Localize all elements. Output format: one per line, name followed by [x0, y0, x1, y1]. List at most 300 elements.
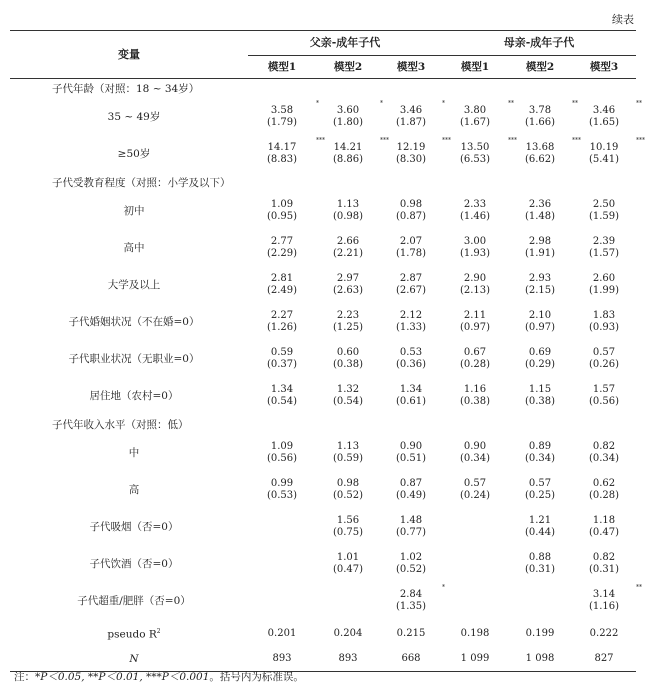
standard-error: (1.91) [524, 248, 556, 259]
standard-error: (0.54) [332, 396, 364, 407]
estimate-cell [572, 267, 636, 304]
estimate-value: 1.34 [270, 384, 294, 395]
header-model: 模型3 [380, 56, 442, 79]
estimate-value: 1.09 [270, 441, 294, 452]
row-label [10, 435, 248, 472]
table-row [10, 193, 636, 230]
standard-error: (0.24) [459, 490, 491, 501]
estimate-value: 0.62 [592, 478, 616, 489]
standard-error: (0.52) [395, 564, 427, 575]
estimate [508, 552, 572, 564]
estimate-value: 0.90 [399, 441, 423, 452]
estimate [508, 310, 572, 322]
row-label-text: 中 [128, 447, 140, 459]
estimate-cell [442, 267, 508, 304]
standard-error: (0.47) [588, 527, 620, 538]
header-group-father: 父亲-成年子代 [248, 31, 442, 56]
estimate [316, 441, 380, 453]
estimate-cell [380, 546, 442, 583]
estimate [572, 384, 636, 396]
estimate [380, 199, 442, 211]
standard-error: (1.48) [524, 211, 556, 222]
standard-error: (0.25) [524, 490, 556, 501]
estimate [572, 515, 636, 527]
row-label [10, 378, 248, 415]
estimate-cell [316, 230, 380, 267]
estimate-cell [442, 341, 508, 378]
estimate-value: 2.27 [270, 310, 294, 321]
standard-error: (0.44) [524, 527, 556, 538]
estimate-cell [248, 267, 316, 304]
estimate-value: 14.17 [267, 142, 297, 153]
estimate [442, 137, 517, 154]
estimate [380, 552, 442, 564]
section-row [10, 79, 636, 99]
row-label [10, 472, 248, 509]
standard-error: (8.86) [332, 154, 364, 165]
estimate [442, 199, 508, 211]
estimate-value: 1.83 [592, 310, 616, 321]
estimate-value: 0.82 [592, 441, 616, 452]
estimate-value: 1.13 [336, 441, 360, 452]
standard-error: (1.79) [266, 117, 298, 128]
estimate [572, 100, 642, 117]
estimate-cell [442, 230, 508, 267]
row-label-sup: 2 [156, 628, 161, 636]
estimate-value: 0.67 [463, 347, 487, 358]
estimate-value: 3.58 [270, 105, 294, 116]
estimate-cell [572, 99, 642, 136]
estimate-cell [442, 193, 508, 230]
estimate [572, 552, 636, 564]
estimate [508, 384, 572, 396]
estimate-value: 0.99 [270, 478, 294, 489]
estimate-cell [380, 509, 442, 546]
row-label [10, 341, 248, 378]
significance-stars: *** [508, 137, 517, 144]
standard-error: (1.80) [332, 117, 364, 128]
standard-error: (2.49) [266, 285, 298, 296]
estimate-value: 2.93 [528, 273, 552, 284]
table-row [10, 378, 636, 415]
standard-error: (0.29) [524, 359, 556, 370]
estimate [380, 273, 442, 285]
estimate [248, 199, 316, 211]
estimate [508, 199, 572, 211]
estimate [508, 236, 572, 248]
standard-error: (8.30) [395, 154, 427, 165]
estimate [380, 441, 442, 453]
standard-error: (5.41) [588, 154, 620, 165]
estimate-cell [442, 509, 508, 546]
row-label [10, 193, 248, 230]
estimate [316, 552, 380, 564]
standard-error: (2.15) [524, 285, 556, 296]
estimate-value: 1.48 [399, 515, 423, 526]
standard-error: (0.61) [395, 396, 427, 407]
estimate-cell [572, 304, 636, 341]
estimate-cell [508, 546, 572, 583]
table-row [10, 304, 636, 341]
standard-error: (8.83) [266, 154, 298, 165]
note-p3: ***P＜0.001 [146, 671, 210, 683]
standard-error: (0.93) [588, 322, 620, 333]
standard-error: (1.33) [395, 322, 427, 333]
row-label-text: 子代婚姻状况（不在婚=0） [68, 316, 200, 328]
estimate-cell [572, 509, 636, 546]
estimate-cell [380, 341, 442, 378]
estimate-value: 1.34 [399, 384, 423, 395]
estimate-value: 2.87 [399, 273, 423, 284]
estimate-value: 3.14 [592, 589, 616, 600]
standard-error: (0.38) [524, 396, 556, 407]
estimate-cell [248, 378, 316, 415]
row-label-text: 子代受教育程度（对照：小学及以下） [52, 176, 231, 189]
standard-error: (0.26) [588, 359, 620, 370]
estimate [442, 273, 508, 285]
estimate-cell [380, 136, 451, 173]
estimate-cell [442, 99, 514, 136]
estimate-cell [508, 435, 572, 472]
estimate-cell [316, 435, 380, 472]
standard-error: (0.59) [332, 453, 364, 464]
estimate-cell [316, 267, 380, 304]
standard-error: (0.95) [266, 211, 298, 222]
row-label [10, 620, 248, 648]
estimate-value: 0.89 [528, 441, 552, 452]
table-row [10, 583, 636, 620]
estimate-cell [316, 99, 383, 136]
estimate-cell [316, 509, 380, 546]
estimate [248, 441, 316, 453]
estimate-cell [508, 472, 572, 509]
estimate [316, 478, 380, 490]
estimate-value: 2.60 [592, 273, 616, 284]
estimate-cell [248, 583, 316, 620]
estimate [380, 384, 442, 396]
estimate [442, 478, 508, 490]
estimate-cell [248, 193, 316, 230]
estimate-cell [442, 378, 508, 415]
estimate-cell [380, 472, 442, 509]
estimate-value: 14.21 [333, 142, 363, 153]
estimate-cell [248, 99, 319, 136]
estimate-value: 0.59 [270, 347, 294, 358]
row-label-text: ≥50岁 [117, 148, 151, 160]
estimate [572, 236, 636, 248]
estimate-cell [248, 136, 325, 173]
standard-error: (0.31) [524, 564, 556, 575]
estimate-cell [316, 583, 380, 620]
significance-stars: * [442, 584, 445, 591]
row-label-text: 35 ~ 49岁 [107, 111, 161, 123]
header-model: 模型1 [442, 56, 508, 79]
estimate-cell [572, 193, 636, 230]
row-label [10, 583, 248, 620]
header-model: 模型1 [248, 56, 316, 79]
row-label-text: 子代超重/肥胖（否=0） [77, 595, 191, 607]
estimate [442, 384, 508, 396]
estimate-value: 1.18 [592, 515, 616, 526]
estimate-value: 1.01 [336, 552, 360, 563]
significance-stars: * [442, 100, 445, 107]
note-prefix: 注： [14, 671, 35, 683]
estimate [508, 515, 572, 527]
significance-stars: *** [572, 137, 581, 144]
estimate-cell [316, 136, 389, 173]
estimate-value: 3.80 [463, 105, 487, 116]
estimate [316, 236, 380, 248]
stat-cell: 1 098 [508, 648, 572, 672]
row-label-text: pseudo R [107, 628, 157, 641]
estimate-cell [508, 99, 578, 136]
estimate [316, 310, 380, 322]
row-label [10, 509, 248, 546]
estimate-value: 2.10 [528, 310, 552, 321]
standard-error: (1.93) [459, 248, 491, 259]
standard-error: (0.28) [588, 490, 620, 501]
estimate-value: 3.60 [336, 105, 360, 116]
estimate-cell [442, 472, 508, 509]
estimate-value: 0.60 [336, 347, 360, 358]
estimate [316, 515, 380, 527]
estimate-cell [572, 583, 642, 620]
standard-error: (0.34) [524, 453, 556, 464]
standard-error: (2.21) [332, 248, 364, 259]
row-label [10, 230, 248, 267]
table-row [10, 546, 636, 583]
estimate-value: 2.50 [592, 199, 616, 210]
standard-error: (0.77) [395, 527, 427, 538]
estimate-cell [248, 509, 316, 546]
estimate-cell [380, 230, 442, 267]
standard-error: (0.97) [459, 322, 491, 333]
estimate-value: 0.98 [399, 199, 423, 210]
estimate-cell [316, 304, 380, 341]
estimate-value: 3.46 [399, 105, 423, 116]
estimate-cell [572, 546, 636, 583]
estimate-cell [508, 230, 572, 267]
estimate-value: 2.07 [399, 236, 423, 247]
estimate [572, 478, 636, 490]
estimate [572, 199, 636, 211]
estimate-cell [316, 472, 380, 509]
estimate-value: 0.57 [463, 478, 487, 489]
estimate-cell [442, 304, 508, 341]
estimate [572, 273, 636, 285]
standard-error: (2.13) [459, 285, 491, 296]
significance-stars: *** [442, 137, 451, 144]
estimate [248, 478, 316, 490]
standard-error: (0.47) [332, 564, 364, 575]
significance-stars: ** [508, 100, 514, 107]
stat-cell: 0.199 [525, 627, 555, 639]
standard-error: (1.16) [588, 601, 620, 612]
estimate [508, 137, 581, 154]
standard-error: (0.56) [266, 453, 298, 464]
stat-cell: 827 [572, 648, 636, 672]
table-row [10, 99, 636, 136]
estimate-cell [248, 435, 316, 472]
estimate-cell [572, 341, 636, 378]
header-variable: 变量 [10, 31, 248, 79]
estimate-value: 1.16 [463, 384, 487, 395]
table-note [14, 669, 304, 684]
standard-error: (1.26) [266, 322, 298, 333]
row-label-text: 子代年收入水平（对照：低） [52, 418, 189, 431]
estimate-cell [248, 472, 316, 509]
estimate-cell [316, 341, 380, 378]
standard-error: (0.54) [266, 396, 298, 407]
estimate-cell [508, 193, 572, 230]
estimate-value: 2.81 [270, 273, 294, 284]
estimate [572, 441, 636, 453]
standard-error: (0.97) [524, 322, 556, 333]
estimate-value: 1.56 [336, 515, 360, 526]
estimate [572, 584, 642, 601]
estimate-value: 10.19 [589, 142, 619, 153]
estimate-cell [316, 378, 380, 415]
standard-error: (6.53) [459, 154, 491, 165]
standard-error: (0.34) [459, 453, 491, 464]
estimate-value: 2.98 [528, 236, 552, 247]
continued-label: 续表 [612, 13, 634, 26]
estimate [508, 100, 578, 117]
estimate-cell [380, 583, 445, 620]
estimate-value: 1.13 [336, 199, 360, 210]
standard-error: (1.78) [395, 248, 427, 259]
estimate-value: 2.90 [463, 273, 487, 284]
estimate-value: 1.09 [270, 199, 294, 210]
estimate [316, 273, 380, 285]
significance-stars: ** [572, 100, 578, 107]
standard-error: (2.67) [395, 285, 427, 296]
estimate [442, 100, 514, 117]
standard-error: (1.66) [524, 117, 556, 128]
estimate [316, 347, 380, 359]
header-group-mother: 母亲-成年子代 [442, 31, 636, 56]
row-label-text: N [129, 653, 139, 666]
estimate-cell [380, 99, 445, 136]
estimate-value: 12.19 [396, 142, 426, 153]
estimate-cell [442, 546, 508, 583]
estimate [508, 441, 572, 453]
stat-cell: 0.204 [333, 627, 363, 639]
row-label-text: 居住地（农村=0） [89, 390, 179, 402]
header-model: 模型3 [572, 56, 636, 79]
standard-error: (0.98) [332, 211, 364, 222]
estimate-value: 0.87 [399, 478, 423, 489]
estimate-value: 2.11 [463, 310, 487, 321]
standard-error: (0.38) [332, 359, 364, 370]
row-label-text: 大学及以上 [107, 279, 161, 291]
row-label-text: 子代职业状况（无职业=0） [68, 353, 200, 365]
standard-error: (0.51) [395, 453, 427, 464]
row-label [10, 415, 636, 435]
estimate [380, 236, 442, 248]
stat-cell: 893 [248, 648, 316, 672]
row-label-text: 子代吸烟（否=0） [89, 521, 179, 533]
stat-cell: 0.215 [396, 627, 426, 639]
header-group-row [10, 31, 636, 56]
estimate-value: 3.00 [463, 236, 487, 247]
estimate-cell [248, 304, 316, 341]
table-row [10, 341, 636, 378]
estimate-value: 2.23 [336, 310, 360, 321]
section-row [10, 415, 636, 435]
estimate-cell [572, 472, 636, 509]
estimate-cell [442, 435, 508, 472]
estimate-cell [316, 546, 380, 583]
estimate-cell [248, 341, 316, 378]
section-row [10, 173, 636, 193]
estimate-value: 0.82 [592, 552, 616, 563]
standard-error: (2.63) [332, 285, 364, 296]
row-label-text: 子代饮酒（否=0） [89, 558, 179, 570]
significance-stars: *** [380, 137, 389, 144]
row-label [10, 136, 248, 173]
estimate-cell [508, 341, 572, 378]
estimate [316, 199, 380, 211]
estimate-value: 2.36 [528, 199, 552, 210]
stat-cell: 0.198 [460, 627, 490, 639]
standard-error: (0.37) [266, 359, 298, 370]
estimate-value: 0.98 [336, 478, 360, 489]
row-label [10, 267, 248, 304]
row-label [10, 99, 248, 136]
standard-error: (0.38) [459, 396, 491, 407]
estimate-value: 0.88 [528, 552, 552, 563]
estimate-value: 2.12 [399, 310, 423, 321]
row-label-text: 子代年龄（对照：18 ~ 34岁） [52, 82, 200, 95]
estimate [248, 100, 319, 117]
row-label-text: 高中 [123, 242, 145, 254]
standard-error: (1.57) [588, 248, 620, 259]
estimate-value: 2.97 [336, 273, 360, 284]
standard-error: (0.52) [332, 490, 364, 501]
standard-error: (1.67) [459, 117, 491, 128]
row-label [10, 79, 636, 99]
standard-error: (1.35) [395, 601, 427, 612]
estimate-value: 1.02 [399, 552, 423, 563]
estimate-cell [380, 267, 442, 304]
table-row [10, 435, 636, 472]
estimate [248, 137, 325, 154]
table-row [10, 648, 636, 672]
standard-error: (0.87) [395, 211, 427, 222]
estimate-value: 1.15 [528, 384, 552, 395]
estimate-value: 0.53 [399, 347, 423, 358]
estimate [316, 100, 383, 117]
estimate [508, 273, 572, 285]
estimate [442, 236, 508, 248]
standard-error: (0.56) [588, 396, 620, 407]
row-label [10, 304, 248, 341]
significance-stars: ** [636, 584, 642, 591]
row-label [10, 546, 248, 583]
standard-error: (0.53) [266, 490, 298, 501]
estimate-cell [508, 136, 581, 173]
stat-cell: 0.222 [589, 627, 619, 639]
standard-error: (2.29) [266, 248, 298, 259]
table-row [10, 620, 636, 648]
estimate [508, 478, 572, 490]
stat-cell: 668 [380, 648, 442, 672]
estimate-value: 2.84 [399, 589, 423, 600]
standard-error: (0.28) [459, 359, 491, 370]
row-label [10, 648, 248, 672]
significance-stars: ** [636, 100, 642, 107]
